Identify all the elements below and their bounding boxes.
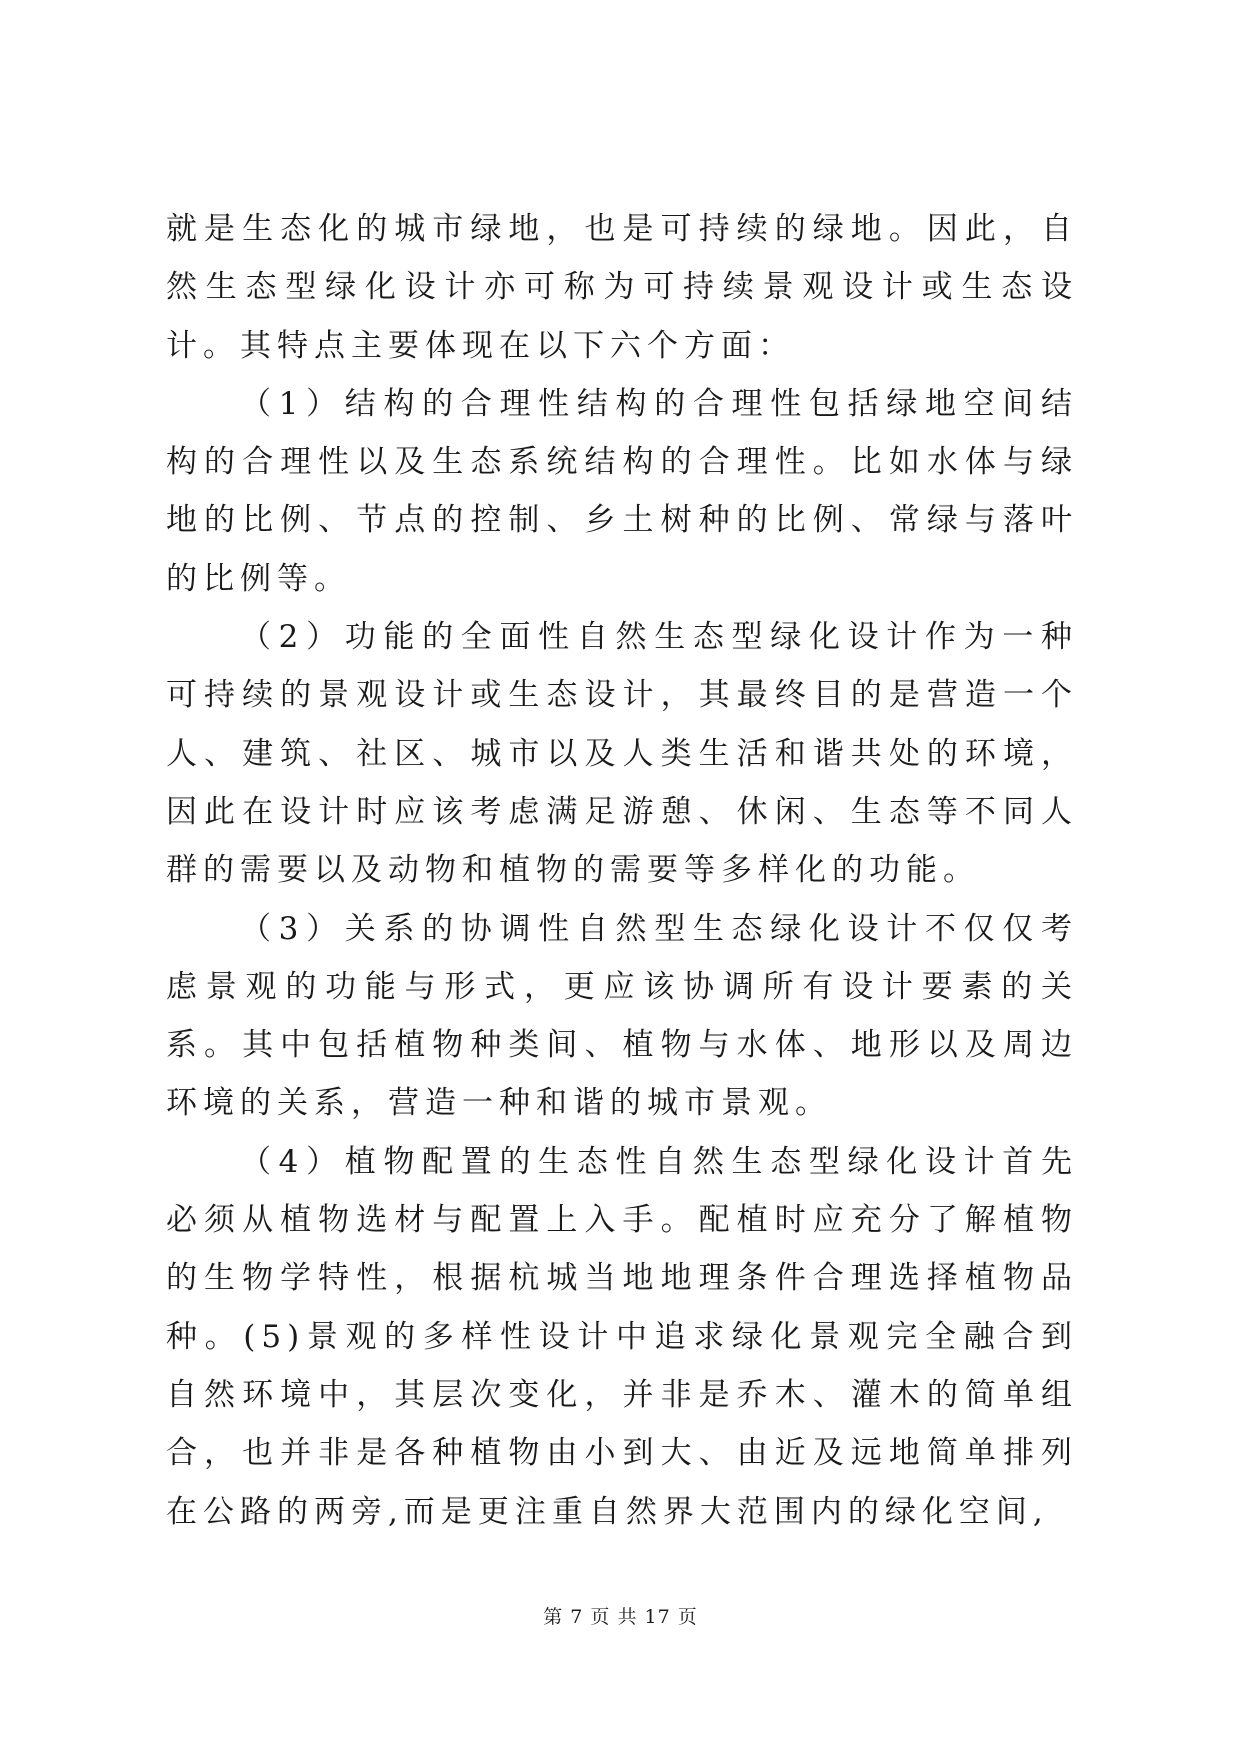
paragraph-relation: （3）关系的协调性自然型生态绿化设计不仅仅考虑景观的功能与形式，更应该协调所有设计要素的关系。其中包括植物种类间、植物与水体、地形以及周边环境的关系，营造一种和谐的城市景观。	[166, 910, 1078, 1122]
paragraph-planting: （4）植物配置的生态性自然生态型绿化设计首先必须从植物选材与配置上入手。配植时应充分了解植物的生物学特性，根据杭城当地地理条件合理选择植物品种。(5)景观的多样性设计中追求绿化景观完全融合到自然环境中，其层次变化，并非是乔木、灌木的简单组合，也并非是各种植物由小到大、由近及远地简单排列在公路的两旁,而是更注重自然界大范围内的绿化空间,	[166, 1143, 1078, 1530]
paragraph-intro: 就是生态化的城市绿地，也是可持续的绿地。因此，自然生态型绿化设计亦可称为可持续景观设计或生态设计。其特点主要体现在以下六个方面：	[166, 211, 1078, 364]
body-text	[166, 200, 1078, 1541]
paragraph-structure: （1）结构的合理性结构的合理性包括绿地空间结构的合理性以及生态系统结构的合理性。比如水体与绿地的比例、节点的控制、乡土树种的比例、常绿与落叶的比例等。	[166, 385, 1078, 597]
page-number-footer: 第 7 页 共 17 页	[543, 1606, 698, 1628]
paragraph-function: （2）功能的全面性自然生态型绿化设计作为一种可持续的景观设计或生态设计，其最终目的是营造一个人、建筑、社区、城市以及人类生活和谐共处的环境，因此在设计时应该考虑满足游憩、休闲、生态等不同人群的需要以及动物和植物的需要等多样化的功能。	[166, 619, 1078, 889]
